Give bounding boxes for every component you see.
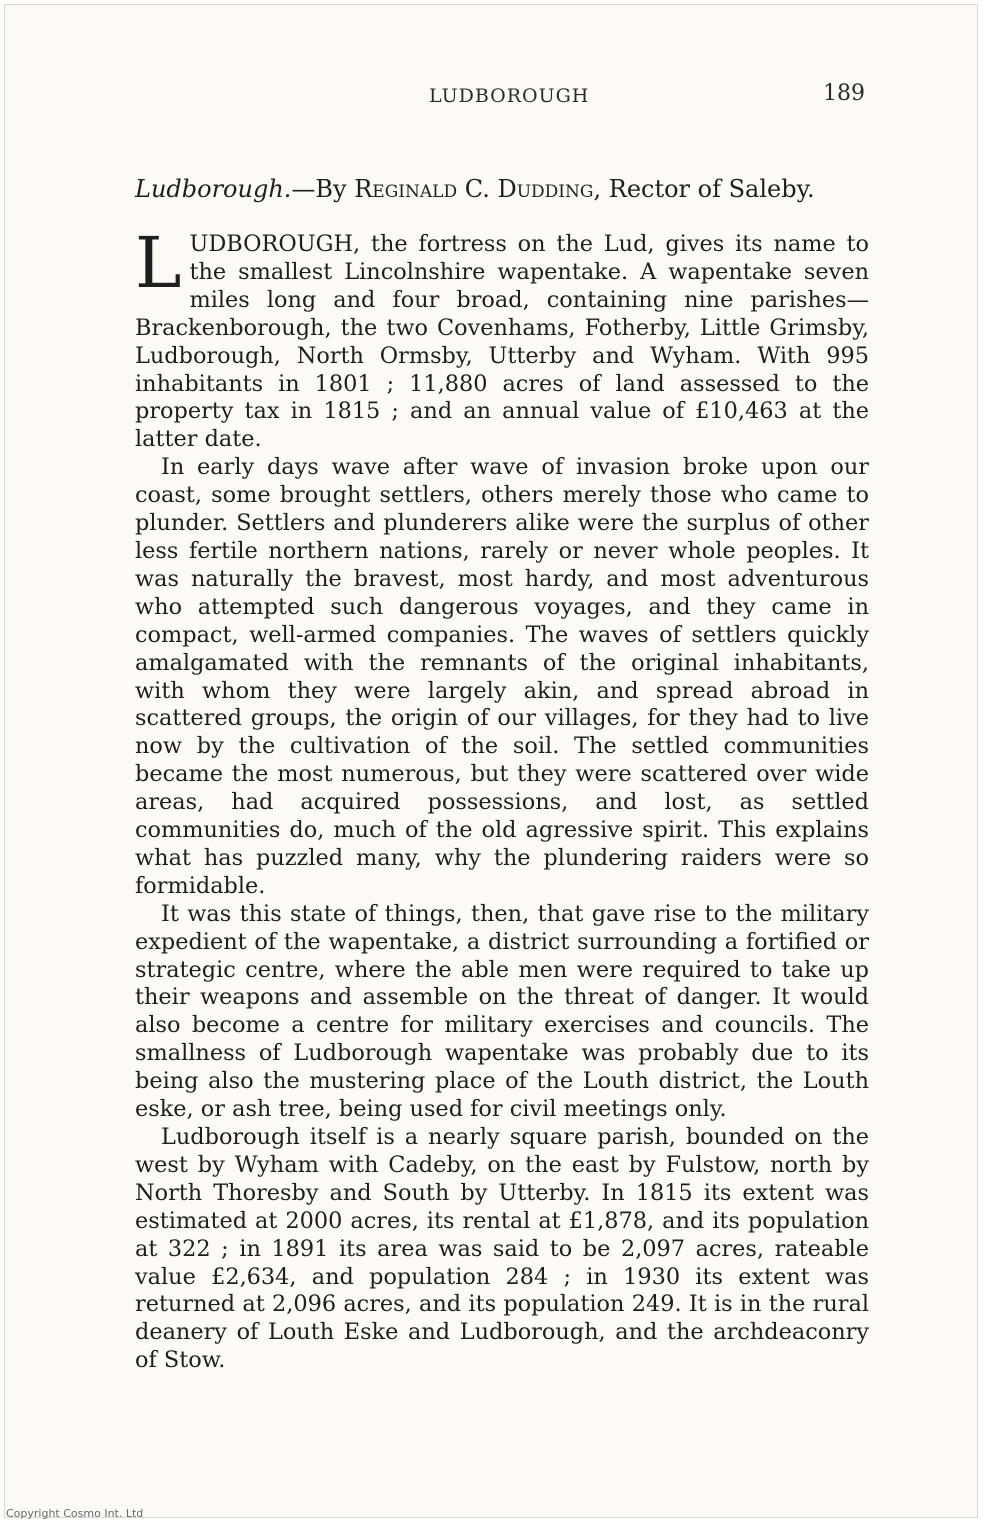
book-page bbox=[4, 4, 978, 1518]
paragraph-4: Ludborough itself is a nearly square parish, bounded on the west by Wyham with Cadeby, on the east by Fulstow, north by North Thoresby and South by Utterby. In 1815 its extent was estimated at 2000 acres, its rental at £1,878, and its population at 322 ; in 1891 its area was said to be 2,097 acres, rateable value £2,634, and population 284 ; in 1930 its extent was returned at 2,096 acres, and its population 249. It is in the rural deanery of Louth Eske and Ludborough, and the archdeaconry of Stow. bbox=[135, 1124, 869, 1374]
paragraph-3: It was this state of things, then, that gave rise to the military expedient of the wapentake, a district surrounding a fortified or strategic centre, where the able men were required to take up their weapons and assemble on the threat of danger. It would also become a centre for military exercises and councils. The smallness of Ludborough wapentake was probably due to its being also the mustering place of the Louth district, the Louth eske, or ash tree, being used for civil meetings only. bbox=[135, 900, 869, 1123]
running-title: LUDBOROUGH bbox=[429, 85, 590, 107]
article-byline bbox=[135, 175, 869, 203]
byline-dash: —By bbox=[291, 175, 355, 203]
running-head bbox=[5, 81, 978, 111]
paragraph-2: In early days wave after wave of invasion broke upon our coast, some brought settlers, others merely those who came to plunder. Settlers and plunderers alike were the surplus of other less fertile northern nations, rarely or never whole peoples. It was naturally the bravest, most hardy, and most adventurous who attempted such dangerous voyages, and they came in compact, well-armed companies. The waves of settlers quickly amalgamated with the remnants of the original inhabitants, with whom they were largely akin, and spread abroad in scattered groups, the origin of our villages, for they had to live now by the cultivation of the soil. The settled communities became the most numerous, but they were scattered over wide areas, had acquired possessions, and lost, as settled communities do, much of the old agressive spirit. This explains what has puzzled many, why the plundering raiders were so formidable. bbox=[135, 454, 869, 899]
article-body bbox=[135, 222, 869, 1375]
drop-cap: L bbox=[135, 222, 182, 304]
byline-author: Reginald C. Dudding bbox=[354, 175, 594, 203]
byline-place: Ludborough. bbox=[135, 175, 292, 203]
paragraph-1 bbox=[135, 222, 869, 454]
paragraph-1-text: UDBOROUGH, the fortress on the Lud, gives its name to the smallest Lincolnshire wapentake. A wapentake seven miles long and four broad, containing nine parishes—Brackenborough, the two Covenhams, Fotherby, Little Grimsby, Ludborough, North Ormsby, Utterby and Wyham. With 995 inhabitants in 1801 ; 11,880 acres of land assessed to the property tax in 1815 ; and an annual value of £10,463 at the latter date. bbox=[135, 231, 869, 453]
page-number: 189 bbox=[823, 81, 865, 106]
copyright-watermark: Copyright Cosmo Int. Ltd bbox=[6, 1507, 144, 1520]
byline-role: , Rector of Saleby. bbox=[593, 175, 815, 203]
